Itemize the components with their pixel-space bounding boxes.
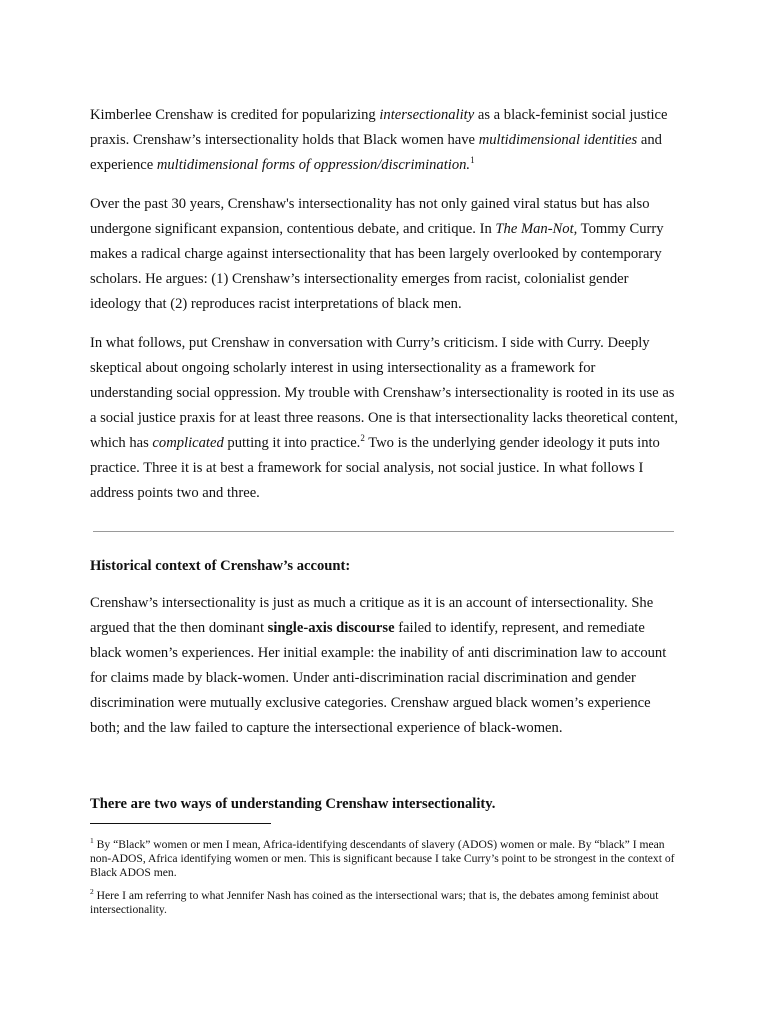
- text-run: Kimberlee Crenshaw is credited for popularizing: [90, 107, 380, 123]
- intro-section: [90, 103, 680, 520]
- book-title-man-not: The Man-Not,: [495, 221, 578, 237]
- text-run: Tommy Curry makes a radical charge against intersectionality that has been largely overlooked by contemporary scholars. He argues: (1) Crenshaw’s intersectionality emerges from racist, colonialist gender ideology that (2) reproduces racist interpretations of black men.: [90, 221, 664, 312]
- text-run: Two is the underlying gender ideology it puts into practice. Three it is at best a framework for social analysis, not social justice. In what follows I address points two and three.: [90, 435, 660, 501]
- footnote-number: 1: [90, 836, 94, 846]
- text-run: and experience: [90, 132, 662, 173]
- text-run: failed to identify, represent, and remediate black women’s experiences. Her initial example: the inability of anti discrimination law to account for claims made by black-women. Under anti-discrimination racial discrimination and gender discrimination were mutually exclusive categories. Crenshaw argued black women’s experience both; and the law failed to capture the intersectional experience of black-women.: [90, 620, 667, 736]
- footnote-text: By “Black” women or men I mean, Africa-identifying descendants of slavery (ADOS) women or male. By “black” I mean non-ADOS, Africa identifying women or men. This is significant because I take Curry’s point to be strongest in the context of Black ADOS men.: [90, 838, 675, 879]
- footnote-number: 2: [90, 887, 94, 897]
- footnotes: [90, 838, 682, 926]
- emphasis-multidimensional-identities: multidimensional identities: [478, 132, 638, 148]
- emphasis-multidimensional-oppression: multidimensional forms of oppression/discrimination.: [156, 157, 471, 173]
- footnote-ref-2[interactable]: 2: [360, 433, 365, 444]
- paragraph-intro: [90, 103, 680, 178]
- footnote-text: Here I am referring to what Jennifer Nash has coined as the intersectional wars; that is, the debates among feminist about intersectionality.: [90, 889, 659, 916]
- text-run: In what follows, put Crenshaw in conversation with Curry’s criticism. I side with Curry. Deeply skeptical about ongoing scholarly interest in using intersectionality as a framework for understanding social oppression. My trouble with Crenshaw’s intersectionality is rooted in its use as a social justice praxis for at least three reasons. One is that intersectionality lacks theoretical content, which has: [90, 335, 678, 451]
- footnote-2: [90, 889, 682, 917]
- footnote-separator: [90, 823, 271, 824]
- heading-historical-context: Historical context of Crenshaw’s account:: [90, 558, 351, 574]
- section-divider: [93, 531, 674, 532]
- paragraph-curry-charge: [90, 192, 680, 317]
- paragraph-historical-context: [90, 591, 680, 741]
- emphasis-complicated: complicated: [152, 435, 224, 451]
- footnote-ref-1[interactable]: 1: [470, 155, 475, 166]
- paragraph-thesis: [90, 331, 680, 506]
- bold-single-axis-discourse: single-axis discourse: [267, 620, 395, 636]
- text-run: putting it into practice.: [223, 435, 361, 451]
- text-run: Over the past 30 years, Crenshaw's intersectionality has not only gained viral status but has also undergone significant expansion, contentious debate, and critique. In: [90, 196, 650, 237]
- heading-two-ways: There are two ways of understanding Crenshaw intersectionality.: [90, 796, 496, 812]
- emphasis-intersectionality: intersectionality: [379, 107, 475, 123]
- footnote-1: [90, 838, 682, 880]
- text-run: as a black-feminist social justice praxis. Crenshaw’s intersectionality holds that Black women have: [90, 107, 668, 148]
- historical-section: [90, 591, 680, 755]
- text-run: Crenshaw’s intersectionality is just as much a critique as it is an account of intersectionality. She argued that the then dominant: [90, 595, 654, 636]
